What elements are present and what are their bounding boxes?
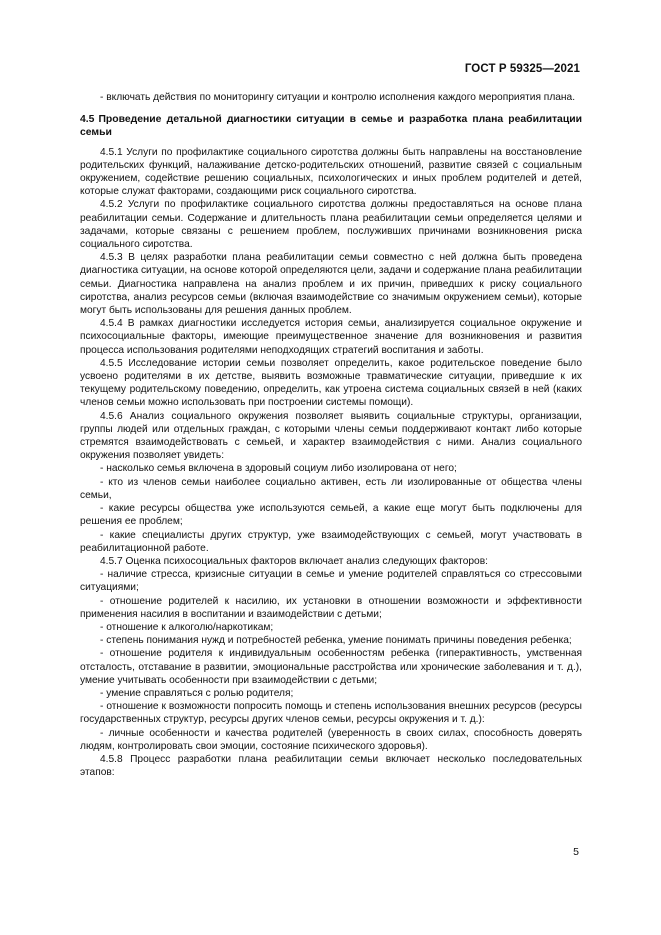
list-item: - отношение к алкоголю/наркотикам;: [100, 621, 274, 633]
standard-header: ГОСТ Р 59325—2021: [464, 63, 580, 75]
list-item: - умение справляться с ролью родителя;: [100, 687, 294, 699]
list-item: - отношение родителей к насилию, их установки в отношении возможности и эффективности применения насилия в воспитании и взаимодействии с детьми;: [80, 595, 582, 620]
section-heading: [80, 113, 582, 139]
paragraph-2: 4.5.2 Услуги по профилактике социального сиротства должны предоставляться на основе плана реабилитации семьи. Содержание и длительность плана реабилитации семьи определяется целями и задачами, которые связаны с решением проблем, послуживших причинами возникновения риска социального сиротства.: [80, 199, 582, 251]
list-item: - отношение к возможности попросить помощь и степень использования внешних ресурсов (ресурсы государственных структур, ресурсы других членов семьи, ресурсы окружения и т. д.):: [80, 701, 582, 726]
paragraph-20: 4.5.8 Процесс разработки плана реабилитации семьи включает несколько последовательных этапов:: [80, 753, 582, 779]
section-title: Проведение детальной диагностики ситуации в семье и разработка плана реабилитации семьи: [80, 114, 582, 139]
list-item: - степень понимания нужд и потребностей ребенка, умение понимать причины поведения ребенка;: [100, 635, 572, 647]
paragraph-0: - включать действия по мониторингу ситуации и контролю исполнения каждого мероприятия плана.: [100, 92, 576, 103]
paragraph-5: 4.5.5 Исследование истории семьи позволяет определить, какое родительское поведение было усвоено родителями в их детстве, выявить возможные травматические ситуации, приведшие к их текущему родительскому поведению, определить, как утроена система социальных связей в ней (каких членов семьи можно использовать при построении системы помощи).: [80, 357, 582, 409]
page-number: 5: [573, 846, 579, 858]
list-item: - личные особенности и качества родителей (уверенность в своих силах, способность доверять людям, контролировать свои эмоции, состояние психического здоровья).: [80, 727, 582, 752]
paragraph-6: 4.5.6 Анализ социального окружения позволяет выявить социальные структуры, организации, группы людей или отдельных граждан, с которыми члены семьи поддерживают контакт либо которые стремятся взаимодействовать с семьей, и характер взаимодействия с ними. Анализ социального окружения позволяет увидеть:: [80, 410, 582, 462]
paragraph-11: 4.5.7 Оценка психосоциальных факторов включает анализ следующих факторов:: [100, 555, 488, 567]
list-item: - насколько семья включена в здоровый социум либо изолирована от него;: [100, 463, 457, 475]
list-item: - какие специалисты других структур, уже взаимодействующих с семьей, могут участвовать в реабилитационной работе.: [80, 529, 582, 554]
paragraph-4: 4.5.4 В рамках диагностики исследуется история семьи, анализируется социальное окружение и психосоциальные факторы, имеющие преимущественное значение для возникновения и развития процесса использования родителями неподходящих стратегий воспитания и заботы.: [80, 318, 582, 356]
paragraph-3: 4.5.3 В целях разработки плана реабилитации семьи совместно с ней должна быть проведена диагностика ситуации, на основе которой определяются цели, задачи и содержание плана реабилитации семьи. Диагностика направлена на анализ проблем и их причин, приведших к риску социального сиротства, анализ ресурсов семьи (включая взаимодействие со значимым окружением семьи), которые могут быть использованы для решения данных проблем.: [80, 252, 582, 317]
list-item: - кто из членов семьи наиболее социально активен, есть ли изолированные от общества члены семьи,: [80, 476, 582, 501]
document-body: [80, 91, 582, 779]
section-number: 4.5: [80, 114, 95, 126]
list-item: - какие ресурсы общества уже используются семьей, а какие еще могут быть подключены для решения ее проблем;: [80, 503, 582, 528]
list-item: - отношение родителя к индивидуальным особенностям ребенка (гиперактивность, умственная отсталость, отставание в развитии, эмоциональные расстройства или хронические заболевания и т. д.), умение учитывать особенности при взаимодействии с детьми;: [80, 648, 582, 686]
paragraph-1: 4.5.1 Услуги по профилактике социального сиротства должны быть направлены на восстановление родительских функций, налаживание детско-родительских отношений, развитие связей с социальным окружением, содействие решению социальных, психологических и иных проблем родителей и детей, которые служат факторами, создающими риск социального сиротства.: [80, 146, 582, 198]
list-item: - наличие стресса, кризисные ситуации в семье и умение родителей справляться со стрессовыми ситуациями;: [80, 569, 582, 594]
